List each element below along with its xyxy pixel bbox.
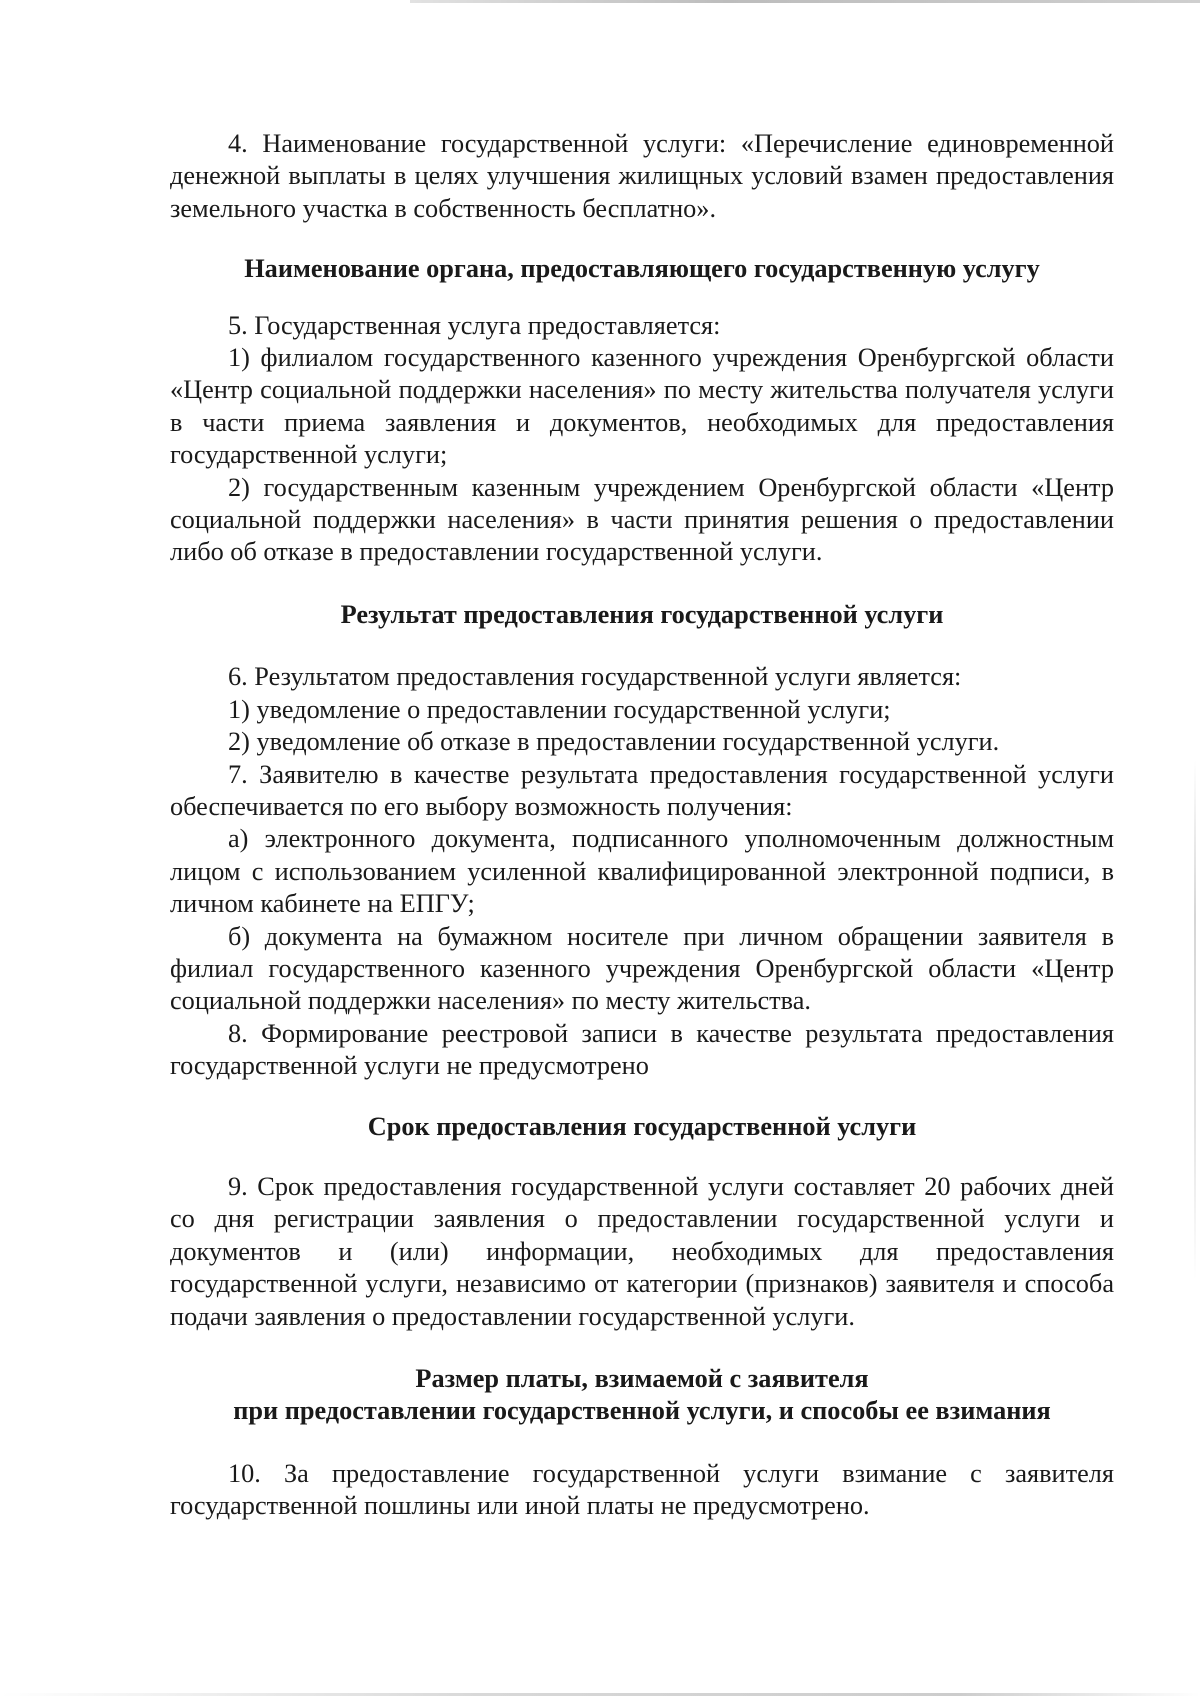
paragraph-7-item-b: б) документа на бумажном носителе при личном обращении заявителя в филиал государственного казенного учреждения Оренбургской области «Центр социальной поддержки населения» по месту жительства. [170,921,1114,1016]
paragraph-6: 6. Результатом предоставления государственной услуги является: [228,662,962,692]
spacer [170,1428,1114,1458]
spacer [170,631,1114,661]
spacer [170,286,1114,310]
scan-edge-mark-right [1194,760,1196,1280]
paragraph-9: 9. Срок предоставления государственной услуги составляет 20 рабочих дней со дня регистрации заявления о предоставлении государственной услуги и документов и (или) информации, необходимых для предоставления государственной услуги, независимо от категории (признаков) заявителя и способа подачи заявления о предоставлении государственной услуги. [170,1171,1114,1331]
paragraph-5-item-1: 1) филиалом государственного казенного учреждения Оренбургской области «Центр социальной поддержки населения» по месту жительства получателя услуги в части приема заявления и документов, необходимых для предоставления государственной услуги; [170,343,1114,470]
document-body [170,128,1114,1523]
paragraph-5-item-2: 2) государственным казенным учреждением Оренбургской области «Центр социальной поддержки населения» в части принятия решения о предоставлении либо об отказе в предоставлении государственной услуги. [170,472,1114,567]
spacer [170,1143,1114,1171]
paragraph-7: 7. Заявителю в качестве результата предоставления государственной услуги обеспечивается по его выбору возможность получения: [170,759,1114,821]
spacer [170,569,1114,599]
spacer [170,1333,1114,1363]
paragraph-4: 4. Наименование государственной услуги: «Перечисление единовременной денежной выплаты в целях улучшения жилищных условий взамен предоставления земельного участка в собственность бесплатно». [170,129,1114,223]
paragraph-5: 5. Государственная услуга предоставляется: [228,310,721,340]
paragraph-6-item-2: 2) уведомление об отказе в предоставлении государственной услуги. [228,727,1000,757]
heading-service-result: Результат предоставления государственной услуги [340,599,944,629]
heading-service-term: Срок предоставления государственной услуги [367,1111,917,1141]
spacer [170,225,1114,253]
heading-fee-line-2: при предоставлении государственной услуги, и способы ее взимания [233,1396,1051,1426]
paragraph-10: 10. За предоставление государственной услуги взимание с заявителя государственной пошлины или иной платы не предусмотрено. [170,1458,1114,1521]
paragraph-6-item-1: 1) уведомление о предоставлении государственной услуги; [228,694,891,724]
spacer [170,1083,1114,1111]
heading-service-provider: Наименование органа, предоставляющего государственную услугу [244,254,1040,284]
paragraph-8: 8. Формирование реестровой записи в качестве результата предоставления государственной услуги не предусмотрено [170,1018,1114,1081]
paragraph-7-item-a: а) электронного документа, подписанного уполномоченным должностным лицом с использованием усиленной квалифицированной электронной подписи, в личном кабинете на ЕПГУ; [170,824,1114,919]
scan-edge-mark-top [410,0,1200,3]
heading-fee-line-1: Размер платы, взимаемой с заявителя [415,1364,869,1393]
